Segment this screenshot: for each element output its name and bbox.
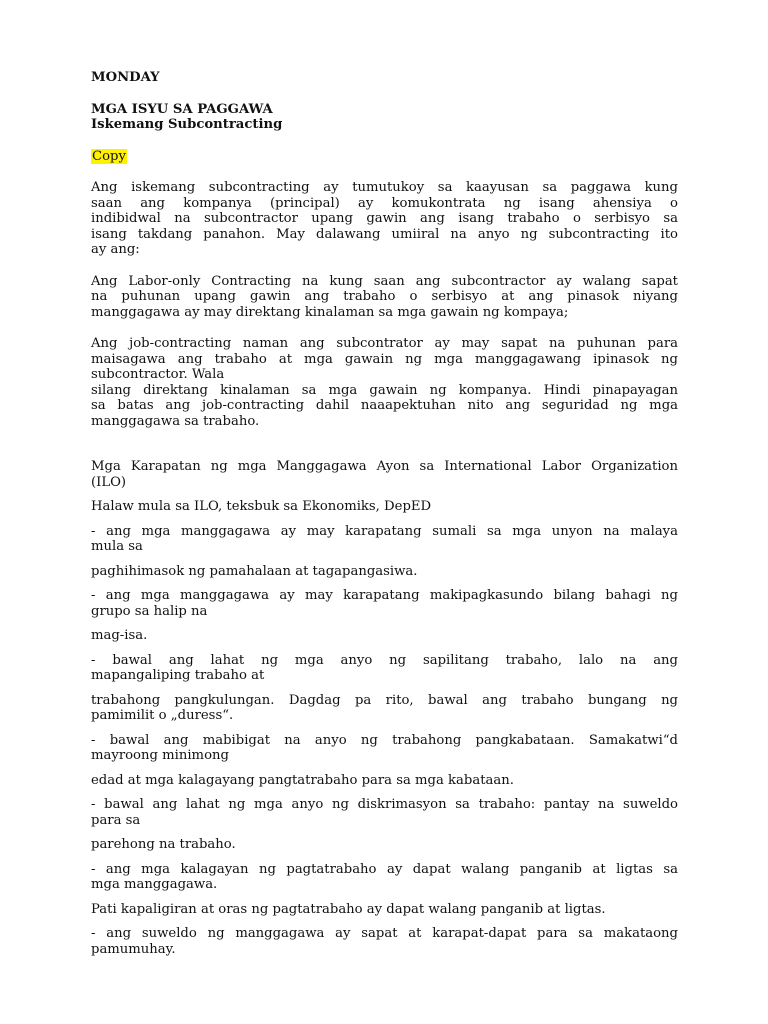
text-line: mag-isa. [91,628,148,643]
text-line: manggagawa sa trabaho. [91,413,260,429]
rights-item [91,524,678,580]
day-heading: MONDAY [91,70,160,85]
rights-item [91,733,678,789]
job-contracting-paragraph [91,336,678,429]
page-title: MGA ISYU SA PAGGAWA [91,101,273,117]
rights-source: Halaw mula sa ILO, teksbuk sa Ekonomiks, DepED [91,499,432,514]
rights-item [91,653,678,724]
text-line: pamumuhay. [91,941,176,957]
text-line: saan ang kompanya (principal) ay komukontrata ng isang ahensiya o [91,195,678,211]
text-line: na puhunan upang gawin ang trabaho o serbisyo at ang pinasok niyang [91,289,678,304]
intro-paragraph [91,180,678,258]
text-line: mula sa [91,539,143,554]
text-line: manggagawa ay may direktang kinalaman sa mga gawain ng kompaya; [91,304,569,320]
text-line: paghihimasok ng pamahalaan at tagapangasiwa. [91,563,418,579]
rights-title-line: (ILO) [91,474,127,490]
text-line: mga manggagawa. [91,877,218,892]
page-subtitle: Iskemang Subcontracting [91,117,283,132]
text-line: - ang mga manggagawa ay may karapatang makipagkasundo bilang bahagi ng [91,588,678,603]
text-line: indibidwal na subcontractor upang gawin ang isang trabaho o serbisyo sa [91,211,678,226]
text-line: Ang job-contracting naman ang subcontrator ay may sapat na puhunan para [91,336,678,351]
rights-section [91,459,678,957]
rights-item [91,862,678,918]
rights-item [91,926,678,957]
text-line: isang takdang panahon. May dalawang umiiral na anyo ng subcontracting ito [91,226,678,242]
text-line: mapangaliping trabaho at [91,668,265,683]
text-line: maisagawa ang trabaho at mga gawain ng mga manggagawang ipinasok ng [91,351,678,367]
text-line: pamimilit o „duress“. [91,708,234,723]
text-line: Ang Labor-only Contracting na kung saan ang subcontractor ay walang sapat [91,273,678,289]
text-line: Pati kapaligiran at oras ng pagtatrabaho ay dapat walang panganib at ligtas. [91,901,606,917]
text-line: mayroong minimong [91,748,229,763]
text-line: - ang mga manggagawa ay may karapatang sumali sa mga unyon na malaya [91,523,678,539]
text-line: - bawal ang lahat ng mga anyo ng sapilitang trabaho, lalo na ang [91,652,678,668]
text-line: subcontractor. Wala [91,367,225,382]
rights-item [91,797,678,853]
text-line: edad at mga kalagayang pangtatrabaho para sa mga kabataan. [91,772,514,788]
text-line: - bawal ang mabibigat na anyo ng trabahong pangkabataan. Samakatwi“d [91,732,678,748]
text-line: ay ang: [91,242,140,257]
rights-item [91,588,678,644]
copy-highlight-label: Copy [92,148,126,164]
text-line: sa batas ang job-contracting dahil naaapektuhan nito ang seguridad ng mga [91,398,678,413]
text-line: - ang suweldo ng manggagawa ay sapat at karapat-dapat para sa makataong [91,926,678,941]
text-line: grupo sa halip na [91,603,208,619]
text-line: - ang mga kalagayan ng pagtatrabaho ay dapat walang panganib at ligtas sa [91,861,678,877]
text-line: - bawal ang lahat ng mga anyo ng diskrimasyon sa trabaho: pantay na suweldo [91,797,678,812]
text-line: Ang iskemang subcontracting ay tumutukoy sa kaayusan sa paggawa kung [91,180,678,195]
text-line: parehong na trabaho. [91,837,236,852]
rights-title-line: Mga Karapatan ng mga Manggagawa Ayon sa International Labor Organization [91,459,678,474]
text-line: para sa [91,812,141,828]
text-line: trabahong pangkulungan. Dagdag pa rito, bawal ang trabaho bungang ng [91,692,678,708]
labor-only-paragraph [91,274,678,321]
text-line: silang direktang kinalaman sa mga gawain ng kompanya. Hindi pinapayagan [91,382,678,398]
